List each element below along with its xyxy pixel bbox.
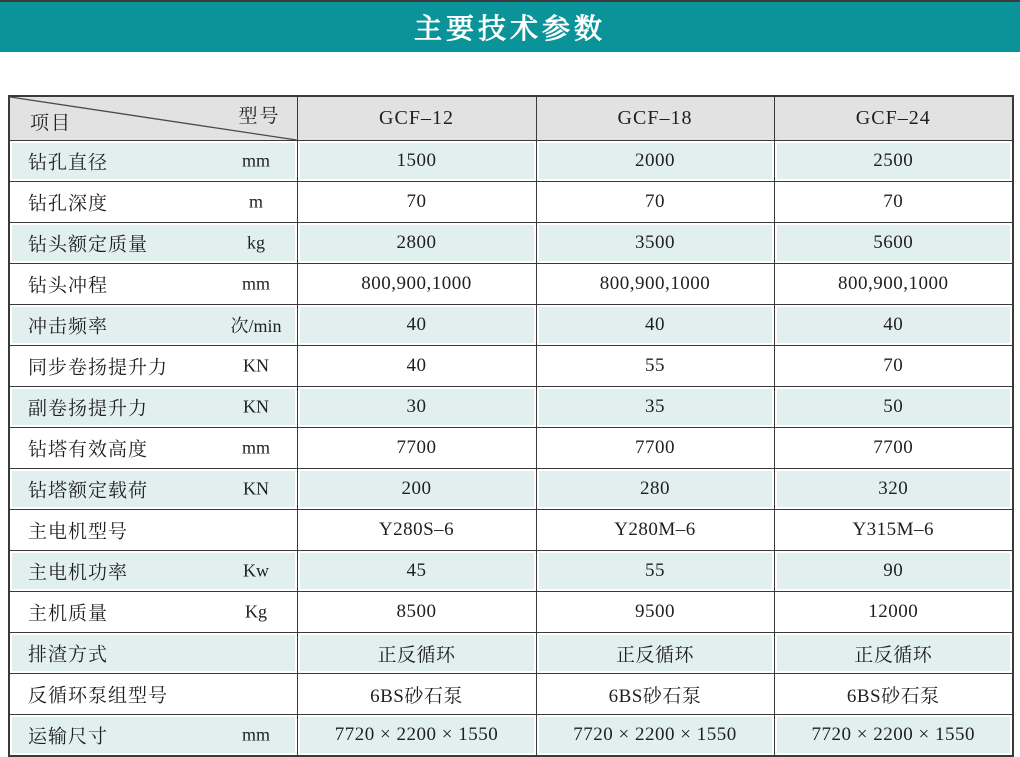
value-cell-gcf12: 30	[297, 387, 536, 428]
param-unit: kg	[247, 232, 265, 253]
value-cell-gcf24: 7700	[774, 428, 1013, 469]
spec-row	[9, 510, 1013, 551]
param-cell	[9, 633, 297, 674]
value-cell-gcf24: 50	[774, 387, 1013, 428]
value-cell-gcf24: 70	[774, 346, 1013, 387]
value-cell-gcf12: 1500	[297, 141, 536, 182]
param-label: 排渣方式	[28, 644, 109, 666]
value-cell-gcf24: 90	[774, 551, 1013, 592]
value-cell-gcf18: 35	[536, 387, 774, 428]
param-cell	[9, 264, 297, 305]
value-cell-gcf24: Y315M–6	[774, 510, 1013, 551]
value-cell-gcf24: 2500	[774, 141, 1013, 182]
param-cell	[9, 346, 297, 387]
value-cell-gcf12: 正反循环	[297, 633, 536, 674]
column-header-gcf12: GCF–12	[297, 96, 536, 141]
value-cell-gcf18: Y280M–6	[536, 510, 774, 551]
value-cell-gcf24: 70	[774, 182, 1013, 223]
page-title: 主要技术参数	[413, 13, 606, 44]
param-label: 主电机型号	[28, 521, 129, 543]
spec-table	[8, 95, 1014, 757]
value-cell-gcf18: 正反循环	[536, 633, 774, 674]
title-banner	[0, 2, 1020, 52]
param-label: 钻塔额定载荷	[28, 480, 149, 502]
column-header-gcf18: GCF–18	[536, 96, 774, 141]
param-label: 钻头额定质量	[28, 234, 149, 256]
value-cell-gcf12: 800,900,1000	[297, 264, 536, 305]
spec-row	[9, 264, 1013, 305]
param-unit: KN	[243, 355, 269, 376]
value-cell-gcf12: 70	[297, 182, 536, 223]
param-label: 冲击频率	[28, 316, 109, 338]
param-unit: mm	[241, 724, 270, 745]
corner-item-label: 项目	[30, 113, 73, 134]
spec-table-body	[9, 141, 1013, 757]
value-cell-gcf12: 200	[297, 469, 536, 510]
param-label: 同步卷扬提升力	[28, 357, 169, 379]
spec-row	[9, 592, 1013, 633]
param-cell	[9, 510, 297, 551]
value-cell-gcf12: 7700	[297, 428, 536, 469]
spec-row	[9, 141, 1013, 182]
param-unit: m	[248, 191, 263, 212]
spec-row	[9, 674, 1013, 715]
spec-row	[9, 469, 1013, 510]
value-cell-gcf24: 7720 × 2200 × 1550	[774, 715, 1013, 757]
value-cell-gcf18: 280	[536, 469, 774, 510]
param-label: 钻头冲程	[28, 275, 109, 297]
value-cell-gcf18: 55	[536, 551, 774, 592]
value-cell-gcf18: 3500	[536, 223, 774, 264]
param-cell	[9, 182, 297, 223]
param-cell	[9, 428, 297, 469]
param-cell	[9, 305, 297, 346]
param-cell	[9, 715, 297, 757]
param-unit: Kw	[243, 560, 269, 581]
param-unit: 次/min	[230, 316, 282, 336]
value-cell-gcf18: 800,900,1000	[536, 264, 774, 305]
spec-row	[9, 428, 1013, 469]
value-cell-gcf12: 6BS砂石泵	[297, 674, 536, 715]
param-label: 钻孔直径	[28, 152, 109, 174]
value-cell-gcf24: 5600	[774, 223, 1013, 264]
value-cell-gcf12: 8500	[297, 592, 536, 633]
param-unit: Kg	[245, 601, 267, 622]
spec-row	[9, 305, 1013, 346]
spec-row	[9, 387, 1013, 428]
value-cell-gcf24: 320	[774, 469, 1013, 510]
value-cell-gcf24: 800,900,1000	[774, 264, 1013, 305]
param-unit: KN	[243, 396, 269, 417]
param-cell	[9, 469, 297, 510]
value-cell-gcf18: 70	[536, 182, 774, 223]
param-label: 反循环泵组型号	[28, 685, 169, 707]
value-cell-gcf18: 6BS砂石泵	[536, 674, 774, 715]
param-label: 钻塔有效高度	[28, 439, 149, 461]
param-unit: mm	[241, 273, 270, 294]
value-cell-gcf18: 7720 × 2200 × 1550	[536, 715, 774, 757]
spec-row	[9, 223, 1013, 264]
param-cell	[9, 387, 297, 428]
param-cell	[9, 551, 297, 592]
value-cell-gcf12: 40	[297, 305, 536, 346]
value-cell-gcf18: 7700	[536, 428, 774, 469]
param-label: 副卷扬提升力	[28, 398, 149, 420]
param-label: 运输尺寸	[28, 726, 109, 748]
param-cell	[9, 223, 297, 264]
value-cell-gcf12: 7720 × 2200 × 1550	[297, 715, 536, 757]
param-cell	[9, 592, 297, 633]
param-cell	[9, 674, 297, 715]
value-cell-gcf18: 2000	[536, 141, 774, 182]
corner-model-label: 型号	[238, 106, 281, 127]
value-cell-gcf18: 9500	[536, 592, 774, 633]
spec-row	[9, 715, 1013, 757]
spec-row	[9, 346, 1013, 387]
table-header-row	[9, 96, 1013, 141]
value-cell-gcf24: 6BS砂石泵	[774, 674, 1013, 715]
param-label: 主电机功率	[28, 562, 129, 584]
value-cell-gcf12: 45	[297, 551, 536, 592]
param-unit: mm	[241, 437, 270, 458]
value-cell-gcf18: 55	[536, 346, 774, 387]
value-cell-gcf12: Y280S–6	[297, 510, 536, 551]
param-unit: KN	[243, 478, 269, 499]
value-cell-gcf18: 40	[536, 305, 774, 346]
value-cell-gcf12: 40	[297, 346, 536, 387]
column-header-gcf24: GCF–24	[774, 96, 1013, 141]
value-cell-gcf24: 正反循环	[774, 633, 1013, 674]
value-cell-gcf12: 2800	[297, 223, 536, 264]
value-cell-gcf24: 12000	[774, 592, 1013, 633]
spec-row	[9, 551, 1013, 592]
param-unit: mm	[241, 150, 270, 171]
value-cell-gcf24: 40	[774, 305, 1013, 346]
param-label: 钻孔深度	[28, 193, 109, 215]
corner-header-cell	[9, 96, 297, 141]
param-cell	[9, 141, 297, 182]
param-label: 主机质量	[28, 603, 109, 625]
spec-row	[9, 182, 1013, 223]
spec-row	[9, 633, 1013, 674]
